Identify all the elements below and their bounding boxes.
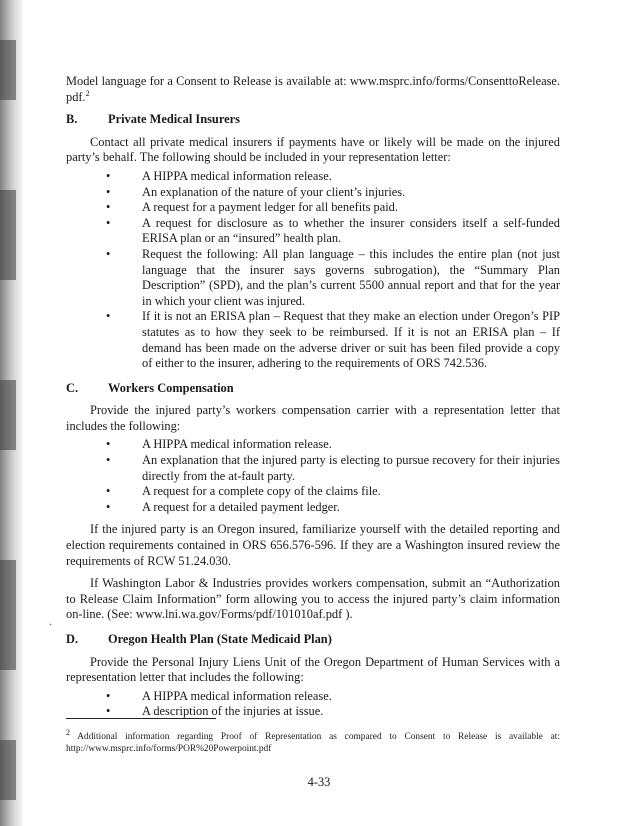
footnote-number: 2 <box>66 727 70 737</box>
list-item: • If it is not an ERISA plan – Request that they make an election under Oregon’s PIP statutes as to how they seek to be reimbursed. If it is not an ERISA plan – If demand has been made on the adverse driver or suit has been filed provide a copy of either to the insurer, adhering to the requirements of ORS 742.536. <box>66 309 560 371</box>
intro-paragraph <box>66 74 560 105</box>
section-c-heading <box>66 381 560 397</box>
body-text <box>66 74 560 720</box>
section-b-list <box>66 169 560 372</box>
section-title: Oregon Health Plan (State Medicaid Plan) <box>108 632 332 646</box>
list-item: • A HIPPA medical information release. <box>66 169 560 185</box>
section-letter: B. <box>66 112 78 127</box>
list-item: • A request for a complete copy of the claims file. <box>66 484 560 500</box>
section-c-paragraph-2: If the injured party is an Oregon insured, familiarize yourself with the detailed reporting and election requirements contained in ORS 656.576-596. If they are a Washington insured review the requirements of RCW 51.24.030. <box>66 522 560 568</box>
intro-text: Model language for a Consent to Release is available at: www.msprc.info/forms/ConsenttoRelease. pdf. <box>66 74 560 104</box>
section-c-list <box>66 437 560 515</box>
section-b-paragraph: Contact all private medical insurers if payments have or likely will be made on the injured party’s behalf. The following should be included in your representation letter: <box>66 134 560 165</box>
scan-shadow <box>0 380 16 450</box>
footnote-reference: 2 <box>85 88 90 98</box>
list-item: • Request the following: All plan language – this includes the entire plan (not just language that the insurer says governs subrogation), the “Summary Plan Description” (SPD), and the plan’s current 5500 annual report and that for the year in which your client was injured. <box>66 247 560 309</box>
section-d-heading <box>66 632 560 648</box>
margin-mark: . <box>49 614 52 628</box>
list-item: • A request for disclosure as to whether the insurer considers itself a self-funded ERISA plan or an “insured” health plan. <box>66 216 560 247</box>
scan-shadow <box>0 740 16 800</box>
list-item: • An explanation that the injured party is electing to pursue recovery for their injuries directly from the at-fault party. <box>66 453 560 484</box>
list-item: • A request for a detailed payment ledger. <box>66 500 560 516</box>
section-c-paragraph-3: If Washington Labor & Industries provides workers compensation, submit an “Authorization to Release Claim Information” form allowing you to access the injured party’s claim information on-line. (See: www.lni.wa.gov/Forms/pdf/101010af.pdf ). <box>66 576 560 622</box>
list-item: • A description of the injuries at issue. <box>66 704 560 720</box>
scan-shadow <box>0 40 16 100</box>
scan-shadow <box>0 190 16 280</box>
section-d-paragraph: Provide the Personal Injury Liens Unit of the Oregon Department of Human Services with a representation letter that includes the following: <box>66 654 560 685</box>
section-d-list <box>66 689 560 720</box>
list-item: • A HIPPA medical information release. <box>66 437 560 453</box>
section-letter: D. <box>66 632 79 646</box>
list-item: • A request for a payment ledger for all benefits paid. <box>66 200 560 216</box>
section-title: Workers Compensation <box>108 380 234 395</box>
section-title: Private Medical Insurers <box>108 112 240 127</box>
section-b-heading <box>66 112 560 128</box>
section-c-paragraph: Provide the injured party’s workers compensation carrier with a representation letter that includes the following: <box>66 403 560 433</box>
scan-shadow <box>0 560 16 670</box>
footnote-text: Additional information regarding Proof of Representation as compared to Consent to Release is available at: http://www.msprc.info/forms/POR%20Powerpoint.pdf <box>66 732 560 754</box>
section-letter: C. <box>66 380 79 395</box>
footnote-divider <box>66 718 216 719</box>
page-number: 4-33 <box>307 775 331 789</box>
footnote <box>66 727 560 755</box>
list-item: • An explanation of the nature of your client’s injuries. <box>66 185 560 201</box>
list-item: • A HIPPA medical information release. <box>66 689 560 705</box>
